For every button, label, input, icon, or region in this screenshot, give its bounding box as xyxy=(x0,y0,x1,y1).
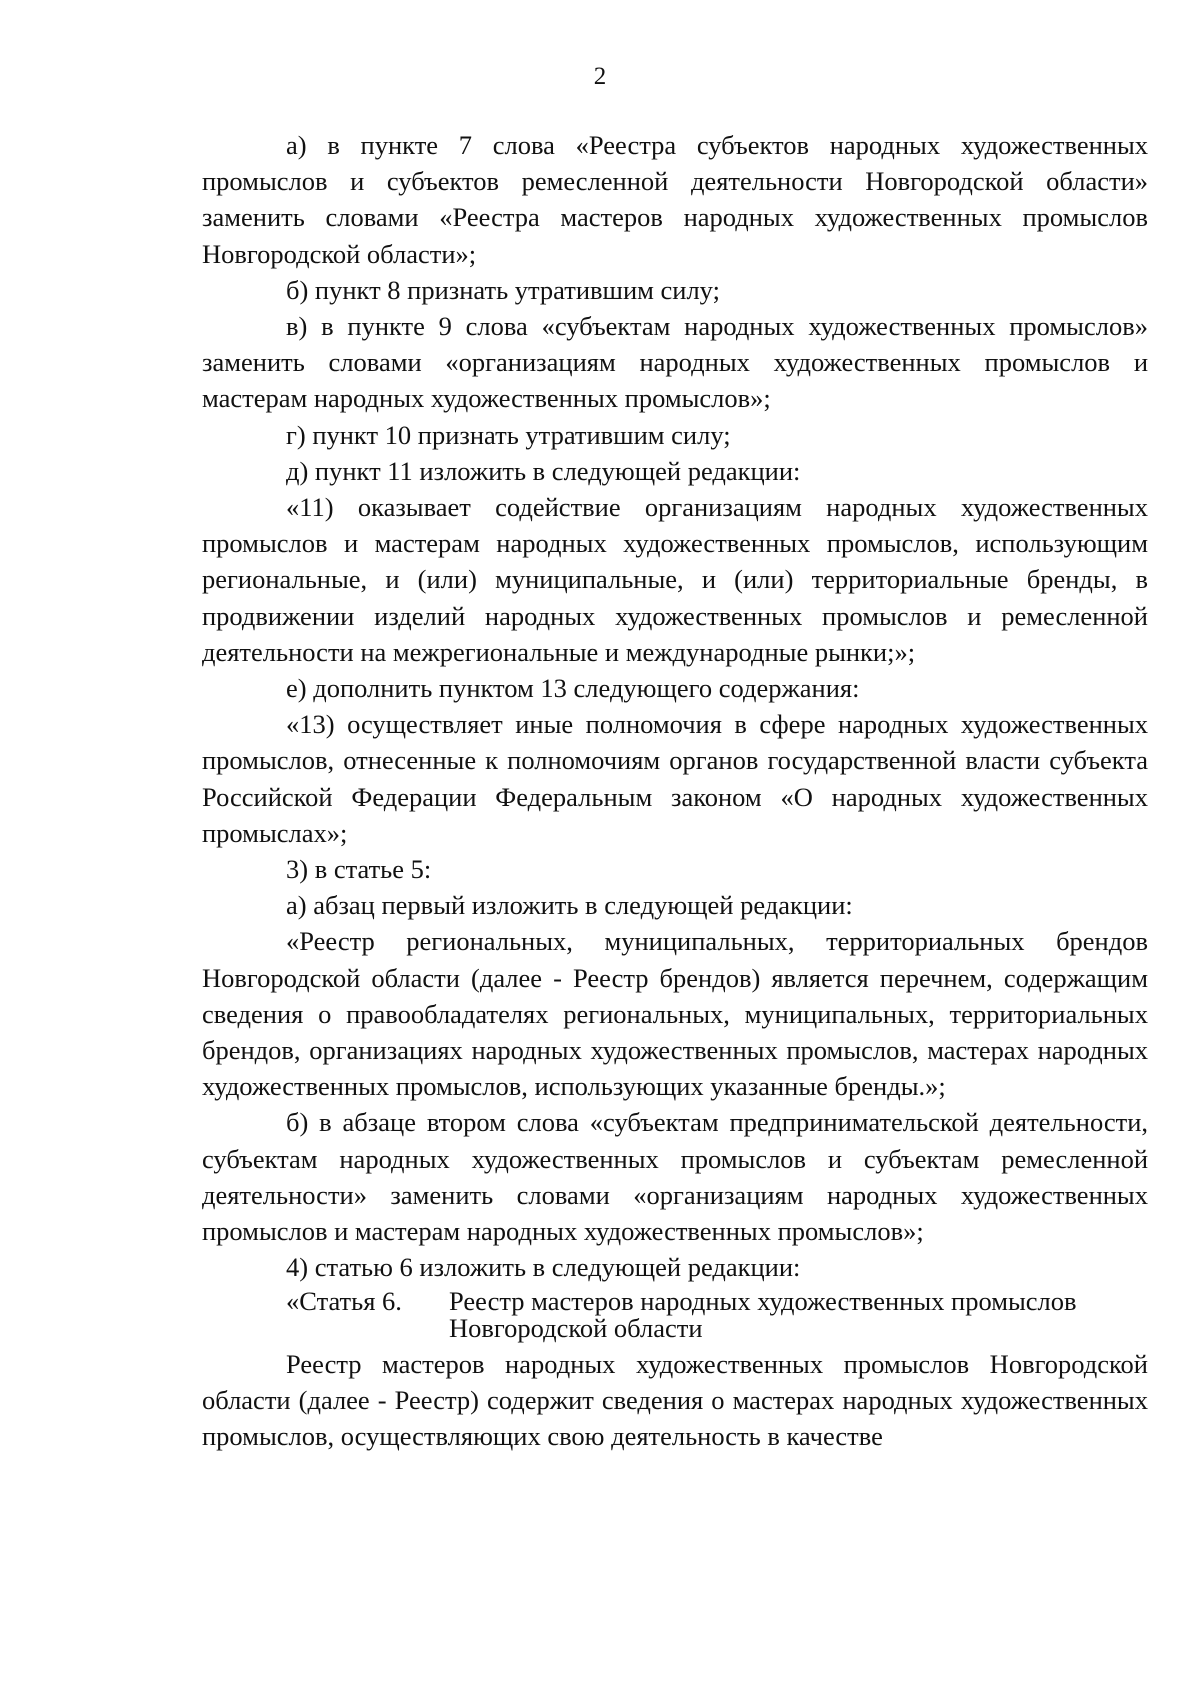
paragraph-article-5: 3) в статье 5: xyxy=(286,854,432,885)
paragraph-item-b-point-8: б) пункт 8 признать утратившим силу; xyxy=(286,274,720,305)
paragraph-quote-brand-registry: «Реестр региональных, муниципальных, территориальных брендов Новгородской области (далее - Реестр брендов) является перечнем, содержащим сведения о правообладателях региональных, муниципальных, территориальных брендов, организациях народных художественных промыслов, мастерах народных художественных промыслов, использующих указанные бренды.»; xyxy=(202,926,1148,1102)
paragraph-quote-point-11: «11) оказывает содействие организациям народных художественных промыслов и мастерам народных художественных промыслов, использующим региональные, и (или) муниципальные, и (или) территориальные бренды, в продвижении изделий народных художественных промыслов и ремесленной деятельности на межрегиональные и международные рынки;»; xyxy=(202,492,1148,667)
paragraph-article-5-item-b: б) в абзаце втором слова «субъектам предпринимательской деятельности, субъектам народных художественных промыслов и субъектам ремесленной деятельности» заменить словами «организациям народных художественных промыслов и мастерам народных художественных промыслов»; xyxy=(202,1107,1148,1247)
article-6-title: Реестр мастеров народных художественных промыслов Новгородской области xyxy=(449,1285,1077,1343)
page-number: 2 xyxy=(593,63,607,90)
paragraph-item-g-point-10: г) пункт 10 признать утратившим силу; xyxy=(286,419,731,450)
article-6-heading xyxy=(202,1285,1148,1343)
paragraph-item-d-point-11: д) пункт 11 изложить в следующей редакции: xyxy=(286,455,801,486)
paragraph-item-e-point-13: е) дополнить пунктом 13 следующего содержания: xyxy=(286,673,860,704)
paragraph-item-v-point-9: в) в пункте 9 слова «субъектам народных художественных промыслов» заменить словами «организациям народных художественных промыслов и мастерам народных художественных промыслов»; xyxy=(202,311,1148,414)
document-body xyxy=(202,127,1148,1454)
article-6-label: «Статья 6. xyxy=(286,1285,402,1316)
paragraph-article-6: 4) статью 6 изложить в следующей редакции: xyxy=(286,1252,801,1283)
paragraph-masters-registry: Реестр мастеров народных художественных промыслов Новгородской области (далее - Реестр) содержит сведения о мастерах народных художественных промыслов, осуществляющих свою деятельность в качестве xyxy=(202,1348,1148,1451)
paragraph-article-5-item-a: а) абзац первый изложить в следующей редакции: xyxy=(286,890,853,921)
paragraph-quote-point-13: «13) осуществляет иные полномочия в сфере народных художественных промыслов, отнесенные к полномочиям органов государственной власти субъекта Российской Федерации Федеральным законом «О народных художественных промыслах»; xyxy=(202,709,1148,848)
paragraph-item-a-point-7: а) в пункте 7 слова «Реестра субъектов народных художественных промыслов и субъектов ремесленной деятельности Новгородской области» заменить словами «Реестра мастеров народных художественных промыслов Новгородской области»; xyxy=(202,130,1148,269)
